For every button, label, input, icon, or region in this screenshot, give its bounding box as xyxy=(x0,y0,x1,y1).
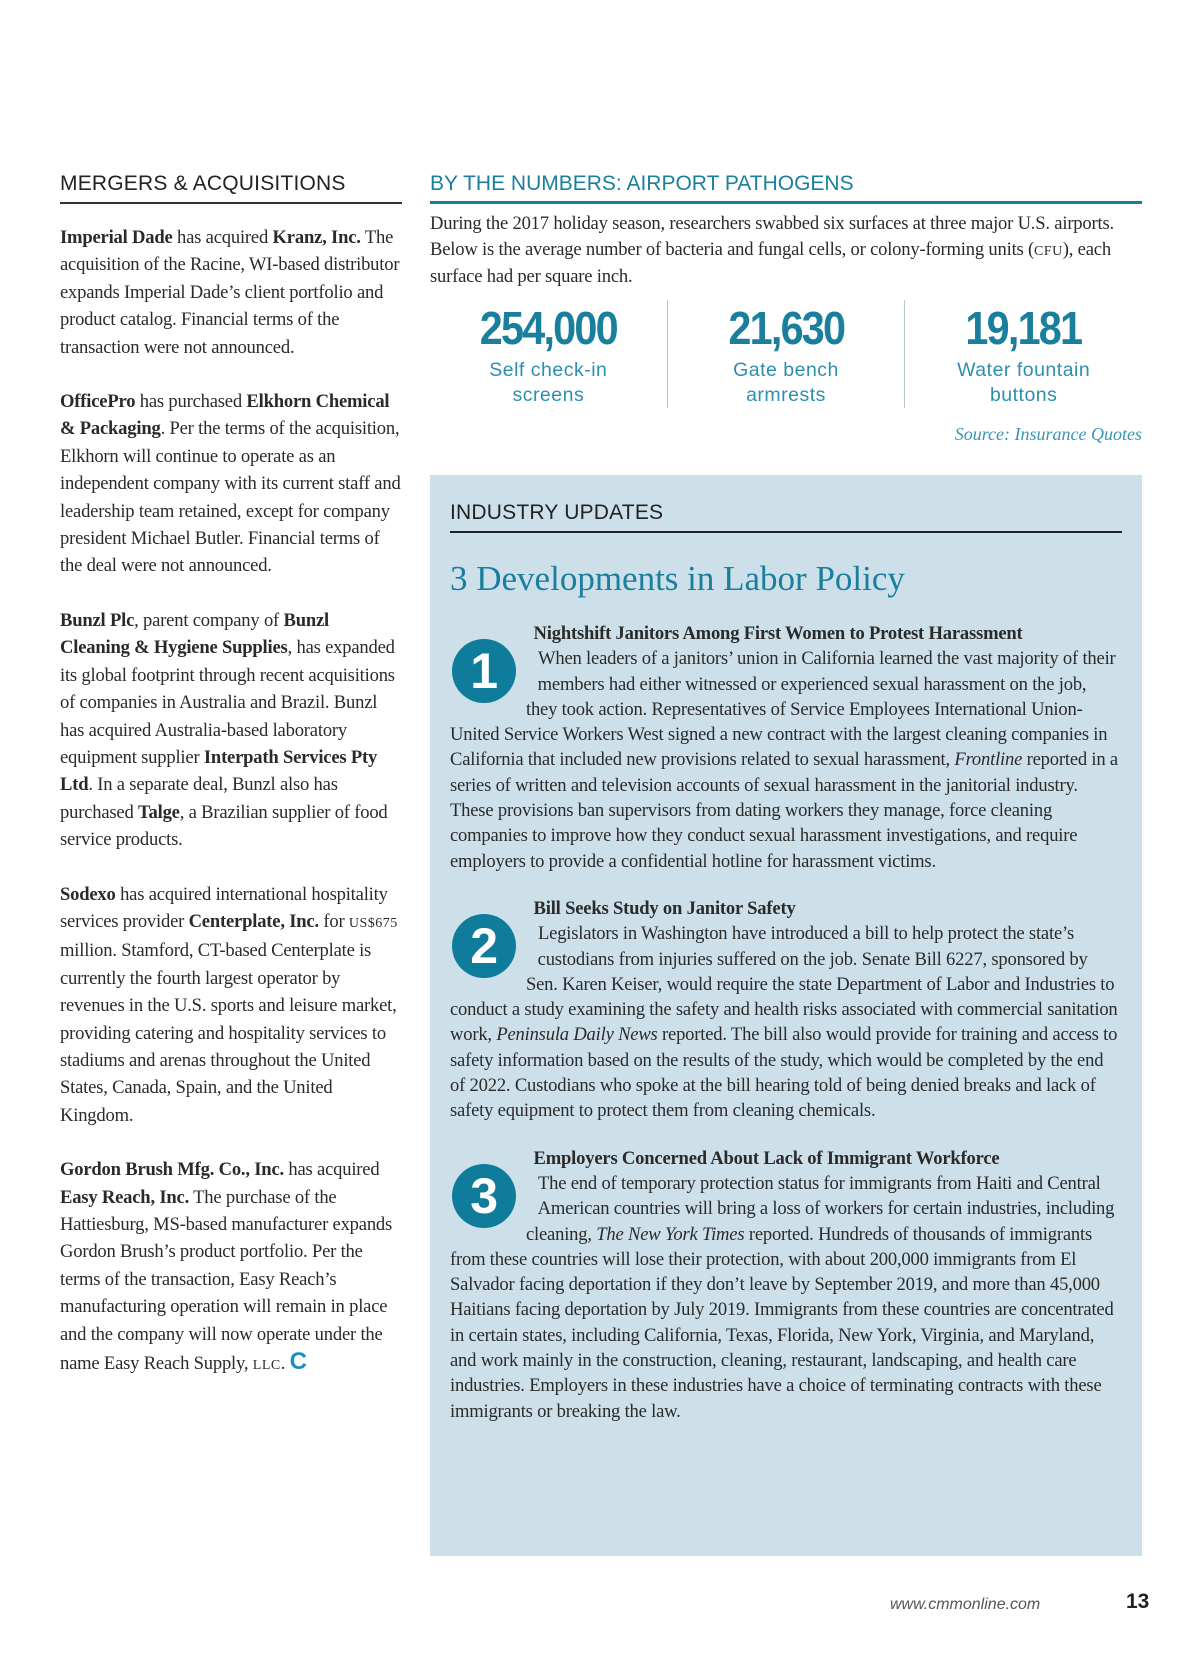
stat-value: 21,630 xyxy=(728,301,844,354)
intro-cfu: CFU xyxy=(1034,243,1063,259)
publication-name: The New York Times xyxy=(596,1223,745,1245)
footer-url: www.cmmonline.com xyxy=(890,1596,1041,1613)
mergers-heading: MERGERS & ACQUISITIONS xyxy=(60,172,402,204)
body-text: reported in a series of written and television accounts of sexual harassment in the janitorial industry. These provisions ban supervisors from dating workers they manage, force cleaning companies to improve how they conduct sexual harassment investigations, and require employers to provide a confidential hotline for harassment victims. xyxy=(450,749,1118,872)
company-name: Interpath Services Pty Ltd xyxy=(60,746,378,796)
small-caps-text: LLC xyxy=(252,1358,281,1374)
stat-water-fountain xyxy=(905,300,1142,408)
body-text: When leaders of a janitors’ union in California learned the vast majority of their members had either witnessed or experienced sexual harassment on the job, they took action. Representatives of Service Employees International Union-United Service Workers West signed a new contract with the largest cleaning companies in California that included new provisions related to sexual harassment, xyxy=(450,648,1116,771)
merger-item xyxy=(60,881,402,1130)
body-text: has acquired xyxy=(283,1159,380,1181)
body-text: Legislators in Washington have introduced a bill to help protect the state’s custodians from injuries suffered on the job. Senate Bill 6227, sponsored by Sen. Karen Keiser, would require the state Department of Labor and Industries to conduct a study examining the safety and health risks associated with commercial sanitation work, xyxy=(450,923,1118,1046)
intro-text: During the 2017 holiday season, researchers swabbed six surfaces at three major U.S. airports. Below is the average number of bacteria and fungal cells, or colony-forming units ( xyxy=(430,213,1114,260)
company-name: Talge xyxy=(138,801,180,823)
intro-text-end: ), each surface had per square inch. xyxy=(430,238,1111,287)
body-text: , a Brazilian supplier of food service products. xyxy=(60,801,388,851)
publication-name: Peninsula Daily News xyxy=(496,1024,658,1046)
numbers-section xyxy=(430,172,1142,445)
body-text: The acquisition of the Racine, WI-based distributor expands Imperial Dade’s client portfolio and product catalog. Financial terms of the transaction were not announced. xyxy=(60,227,400,358)
end-mark-icon: C xyxy=(289,1348,307,1376)
item-title: Nightshift Janitors Among First Women to Protest Harassment xyxy=(533,623,1023,644)
body-text: . In a separate deal, Bunzl also has purchased xyxy=(60,774,338,823)
merger-item xyxy=(60,1156,402,1379)
publication-name: Frontline xyxy=(954,749,1023,771)
body-text: . xyxy=(280,1353,290,1375)
body-text: reported. Hundreds of thousands of immigrants from these countries will lose their protection, with about 200,000 immigrants from El Salvador facing deportation if they don’t leave by September 2019, and more than 45,000 Haitians facing deportation by July 2019. Immigrants from these countries are concentrated in certain states, including California, Texas, Florida, New York, Virginia, and Maryland, and work mainly in the construction, cleaning, restaurant, landscaping, and health care industries. Employers in these industries have a choice of terminating contracts with these immigrants or breaking the law. xyxy=(450,1223,1114,1422)
industry-updates-box xyxy=(430,475,1142,1556)
small-caps-text: US$675 xyxy=(348,915,398,931)
body-text: has acquired international hospitality services provider xyxy=(60,883,388,932)
industry-item xyxy=(450,896,1122,1124)
company-name: Elkhorn Chemical & Packaging xyxy=(60,391,390,440)
body-text: , has expanded its global footprint through recent acquisitions of companies in Australia and Brazil. Bunzl has acquired Australia-based laboratory equipment supplier xyxy=(60,637,395,768)
item-title: Employers Concerned About Lack of Immigrant Workforce xyxy=(533,1147,1000,1169)
company-name: OfficePro xyxy=(60,391,136,413)
source-credit: Source: Insurance Quotes xyxy=(954,423,1142,444)
merger-item xyxy=(60,607,402,854)
industry-heading: INDUSTRY UPDATES xyxy=(450,501,1122,533)
body-text: million. Stamford, CT-based Centerplate is currently the fourth largest operator by revenues in the U.S. sports and leisure market, providing catering and hospitality services to stadiums and arenas throughout the United States, Canada, Spain, and the United Kingdom. xyxy=(60,940,397,1126)
company-name: Bunzl Cleaning & Hygiene Supplies xyxy=(60,609,330,659)
page-number: 13 xyxy=(1126,1590,1150,1613)
number-badge-icon: 3 xyxy=(452,1164,516,1228)
stat-label: Self check-in screens xyxy=(489,358,608,406)
industry-item xyxy=(450,621,1122,874)
body-text: , parent company of xyxy=(134,609,284,631)
company-name: Bunzl Plc xyxy=(60,609,135,631)
number-badge-icon: 2 xyxy=(452,914,516,978)
company-name: Centerplate, Inc. xyxy=(188,910,319,932)
numbers-heading: BY THE NUMBERS: AIRPORT PATHOGENS xyxy=(430,172,1142,204)
number-badge-icon: 1 xyxy=(452,639,516,703)
numbers-intro xyxy=(430,211,1142,290)
merger-item xyxy=(60,224,402,361)
stats-row xyxy=(430,300,1142,408)
company-name: Gordon Brush Mfg. Co., Inc. xyxy=(60,1159,284,1181)
stat-self-checkin xyxy=(430,300,668,408)
body-text: The end of temporary protection status for immigrants from Haiti and Central American countries will bring a loss of workers for certain industries, including cleaning, xyxy=(525,1172,1115,1245)
mergers-column xyxy=(60,172,402,1406)
body-text: has acquired xyxy=(172,227,273,248)
body-text: has purchased xyxy=(135,391,247,413)
company-name: Sodexo xyxy=(60,883,116,905)
body-text: . Per the terms of the acquisition, Elkhorn will continue to operate as an independent company with its current staff and leadership team retained, except for company president Michael Butler. Financial terms of the deal were not announced. xyxy=(60,418,401,577)
merger-item xyxy=(60,388,402,580)
stat-label: Gate bench armrests xyxy=(733,358,839,406)
stat-value: 19,181 xyxy=(965,301,1082,354)
stat-value: 254,000 xyxy=(479,301,617,354)
company-name: Kranz, Inc. xyxy=(272,227,361,248)
industry-item xyxy=(450,1146,1122,1424)
company-name: Easy Reach, Inc. xyxy=(60,1186,190,1208)
stat-gate-bench xyxy=(668,300,906,408)
body-text: reported. The bill also would provide for training and access to safety information based on the results of the study, which would be completed by the end of 2022. Custodians who spoke at the bill hearing told of being denied breaks and lack of safety equipment to protect them from cleaning chemicals. xyxy=(450,1024,1118,1122)
item-title: Bill Seeks Study on Janitor Safety xyxy=(533,897,796,919)
body-text: for xyxy=(318,910,349,932)
industry-title: 3 Developments in Labor Policy xyxy=(450,559,905,598)
company-name: Imperial Dade xyxy=(60,227,173,248)
stat-label: Water fountain buttons xyxy=(957,358,1091,406)
body-text: The purchase of the Hattiesburg, MS-based manufacturer expands Gordon Brush’s product portfolio. Per the terms of the transaction, Easy Reach’s manufacturing operation will remain in place and the company will now operate under the name Easy Reach Supply, xyxy=(60,1186,393,1375)
